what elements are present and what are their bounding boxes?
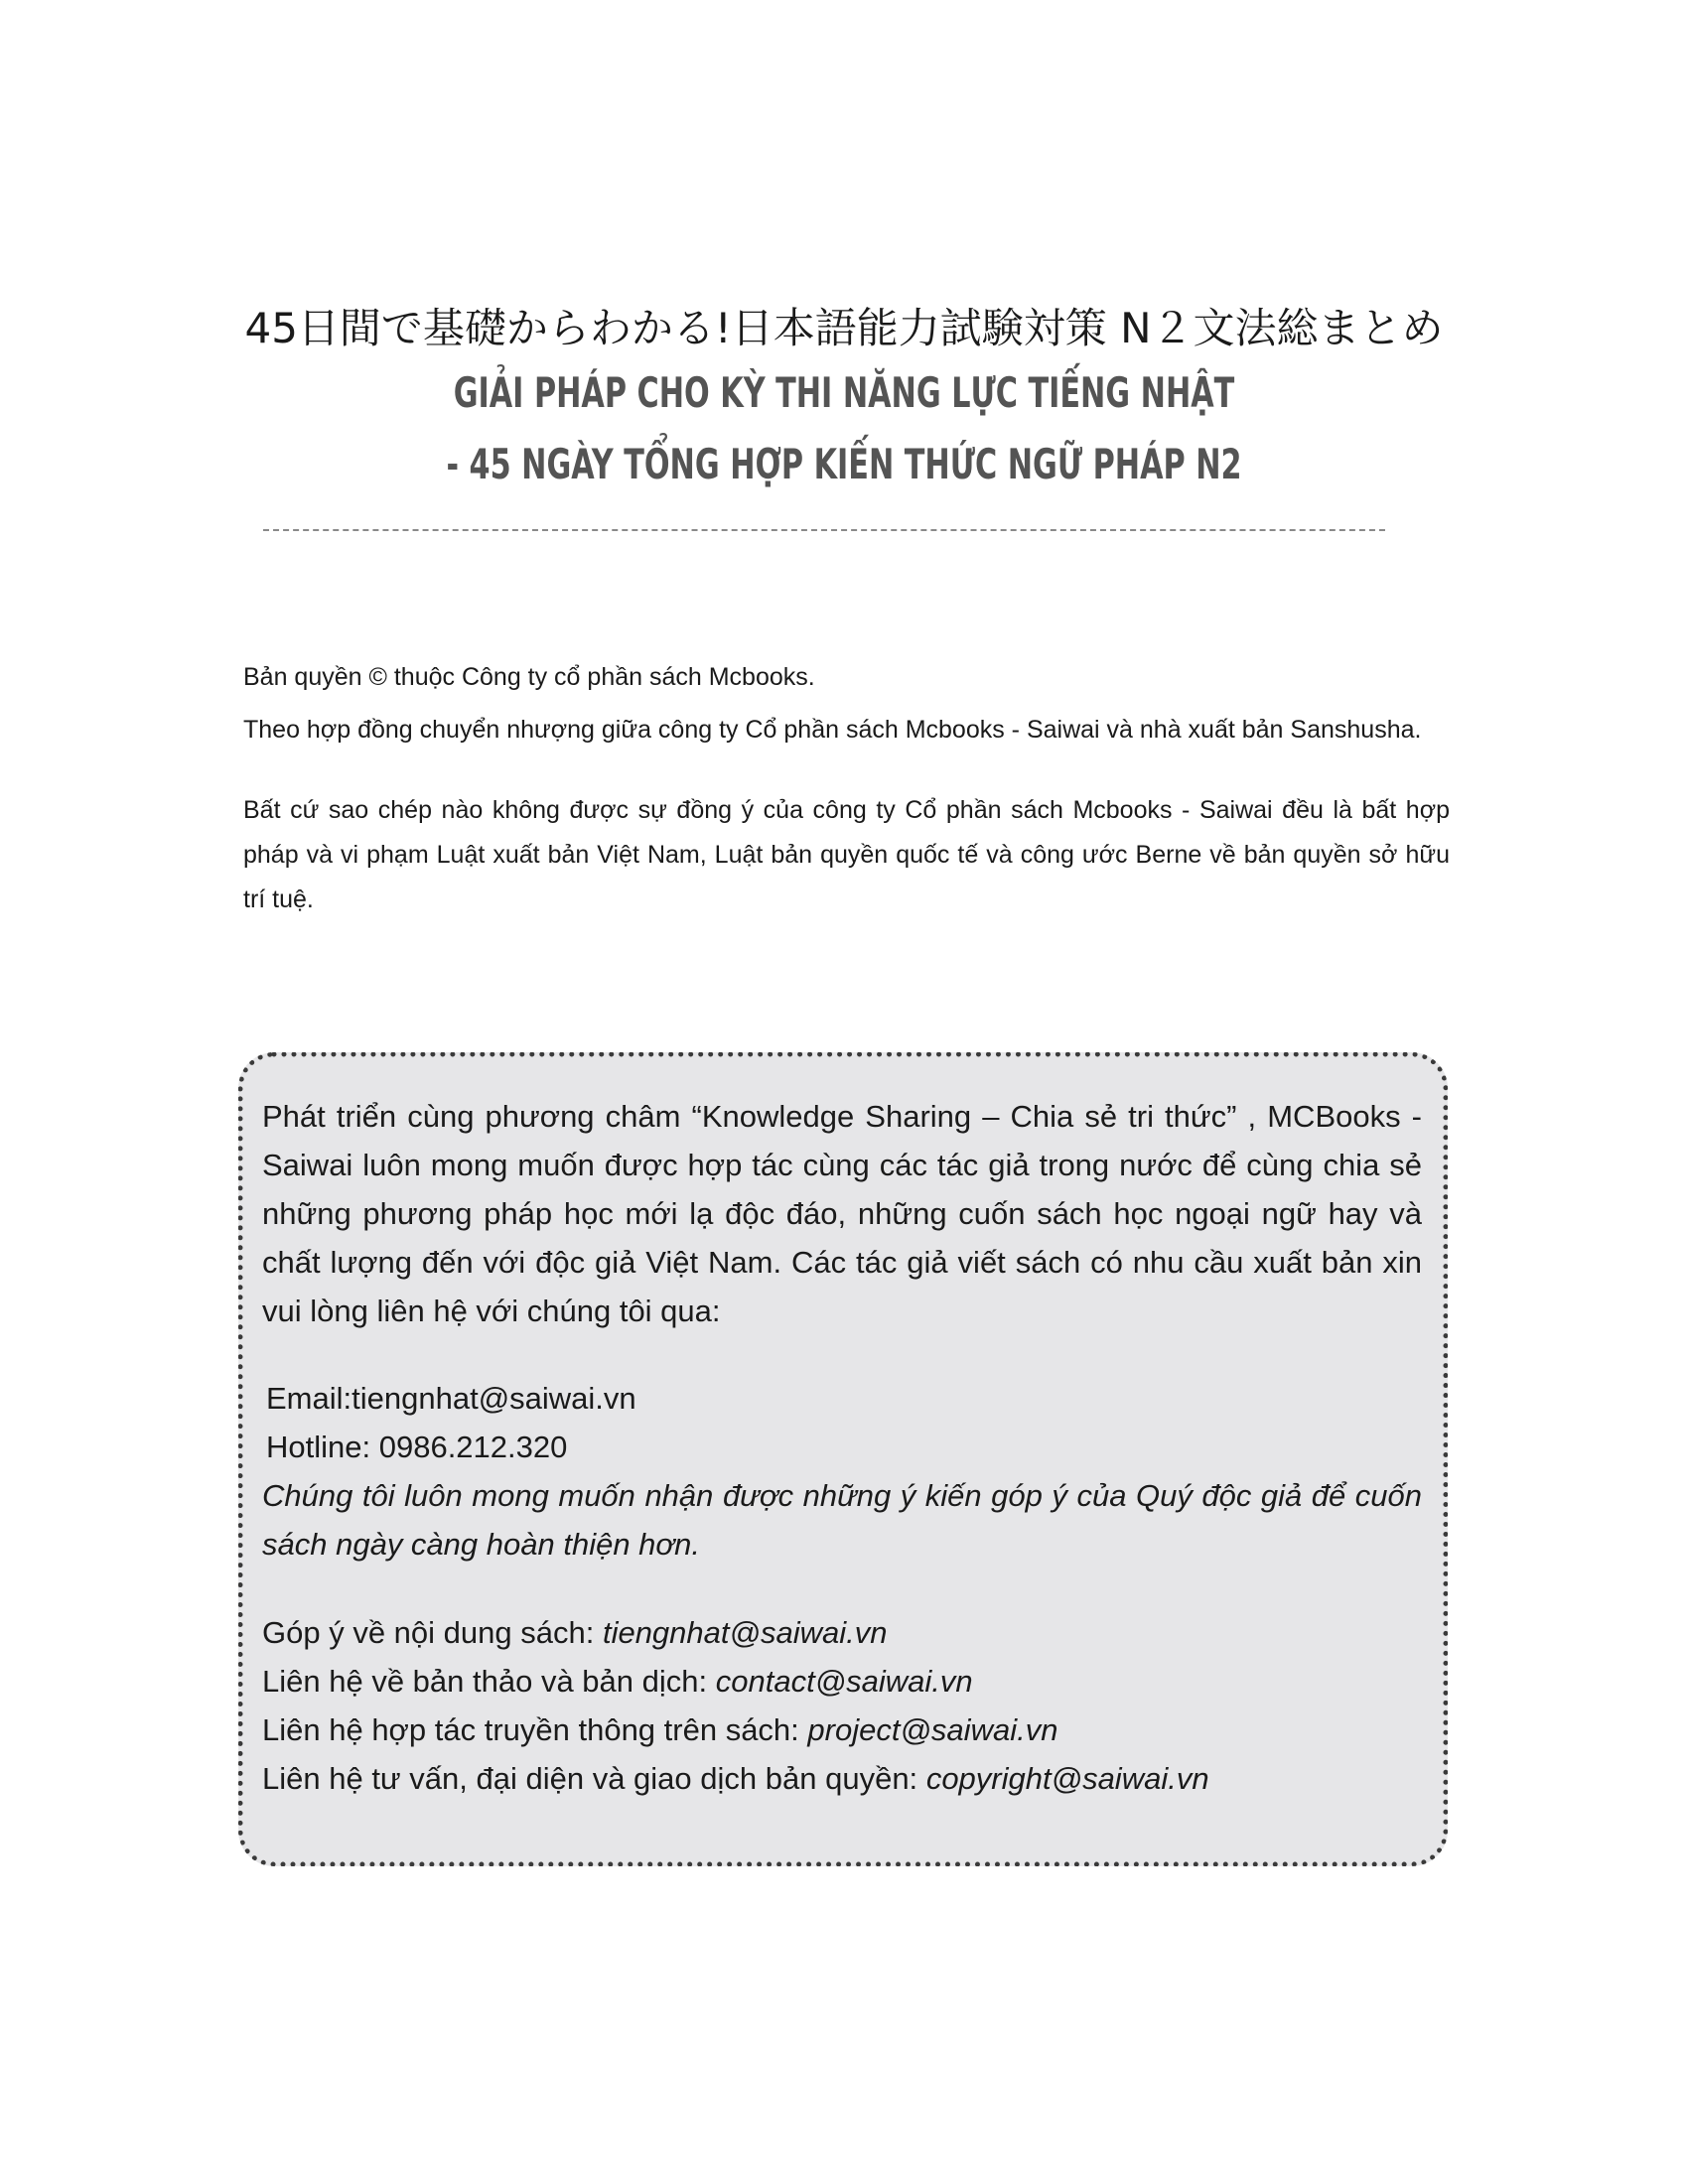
contact-label: Liên hệ về bản thảo và bản dịch: — [262, 1664, 708, 1699]
dashed-divider — [263, 529, 1385, 531]
hotline-label: Hotline: — [266, 1430, 371, 1464]
hotline-row — [262, 1423, 1422, 1471]
contact-list — [262, 1608, 1422, 1803]
contact-row-manuscript — [262, 1657, 1422, 1706]
email-row — [262, 1374, 1422, 1423]
copyright-owner-text: Bản quyền © thuộc Công ty cổ phần sách Mcbooks. — [243, 663, 815, 691]
copyright-contract-text: Theo hợp đồng chuyển nhượng giữa công ty Cổ phần sách Mcbooks - Saiwai và nhà xuất bản Sanshusha. — [243, 716, 1422, 744]
contact-label: Liên hệ hợp tác truyền thông trên sách: — [262, 1712, 799, 1747]
copyright-notice — [243, 655, 1450, 922]
japanese-title: 45日間で基礎からわかる!日本語能力試験対策 N２文法総まとめ — [244, 304, 1444, 352]
contact-details — [262, 1374, 1422, 1569]
copyright-warning-text: Bất cứ sao chép nào không được sự đồng ý của công ty Cổ phần sách Mcbooks - Saiwai đều là bất hợp pháp và vi phạm Luật xuất bản Việt Nam, Luật bản quyền quốc tế và công ước Berne về bản quyền sở hữu trí tuệ. — [243, 796, 1450, 913]
contact-label: Liên hệ tư vấn, đại diện và giao dịch bản quyền: — [262, 1761, 918, 1796]
contact-row-media — [262, 1706, 1422, 1754]
feedback-note: Chúng tôi luôn mong muốn nhận được những ý kiến góp ý của Quý độc giả để cuốn sách ngày càng hoàn thiện hơn. — [262, 1478, 1422, 1562]
email-link[interactable]: tiengnhat@saiwai.vn — [352, 1381, 636, 1416]
contact-email-link[interactable]: contact@saiwai.vn — [715, 1664, 973, 1699]
vietnamese-title — [236, 357, 1452, 500]
contact-email-link[interactable]: tiengnhat@saiwai.vn — [602, 1615, 888, 1650]
hotline-number[interactable]: 0986.212.320 — [378, 1430, 568, 1464]
publisher-intro-text: Phát triển cùng phương châm “Knowledge Sharing – Chia sẻ tri thức” , MCBooks - Saiwai luôn mong muốn được hợp tác cùng các tác giả trong nước để cùng chia sẻ những phương pháp học mới lạ độc đáo, những cuốn sách học ngoại ngữ hay và chất lượng đến với độc giả Việt Nam. Các tác giả viết sách có nhu cầu xuất bản xin vui lòng liên hệ với chúng tôi qua: — [262, 1099, 1422, 1328]
contact-row-content — [262, 1608, 1422, 1657]
contact-label: Góp ý về nội dung sách: — [262, 1615, 595, 1650]
contact-row-copyright — [262, 1754, 1422, 1803]
vietnamese-title-line-1: GIẢI PHÁP CHO KỲ THI NĂNG LỰC TIẾNG NHẬT — [453, 368, 1235, 417]
vietnamese-title-line-2: - 45 NGÀY TỔNG HỢP KIẾN THỨC NGỮ PHÁP N2 — [446, 440, 1242, 488]
contact-email-link[interactable]: copyright@saiwai.vn — [925, 1761, 1209, 1796]
contact-email-link[interactable]: project@saiwai.vn — [807, 1712, 1058, 1747]
email-label: Email: — [266, 1381, 352, 1416]
